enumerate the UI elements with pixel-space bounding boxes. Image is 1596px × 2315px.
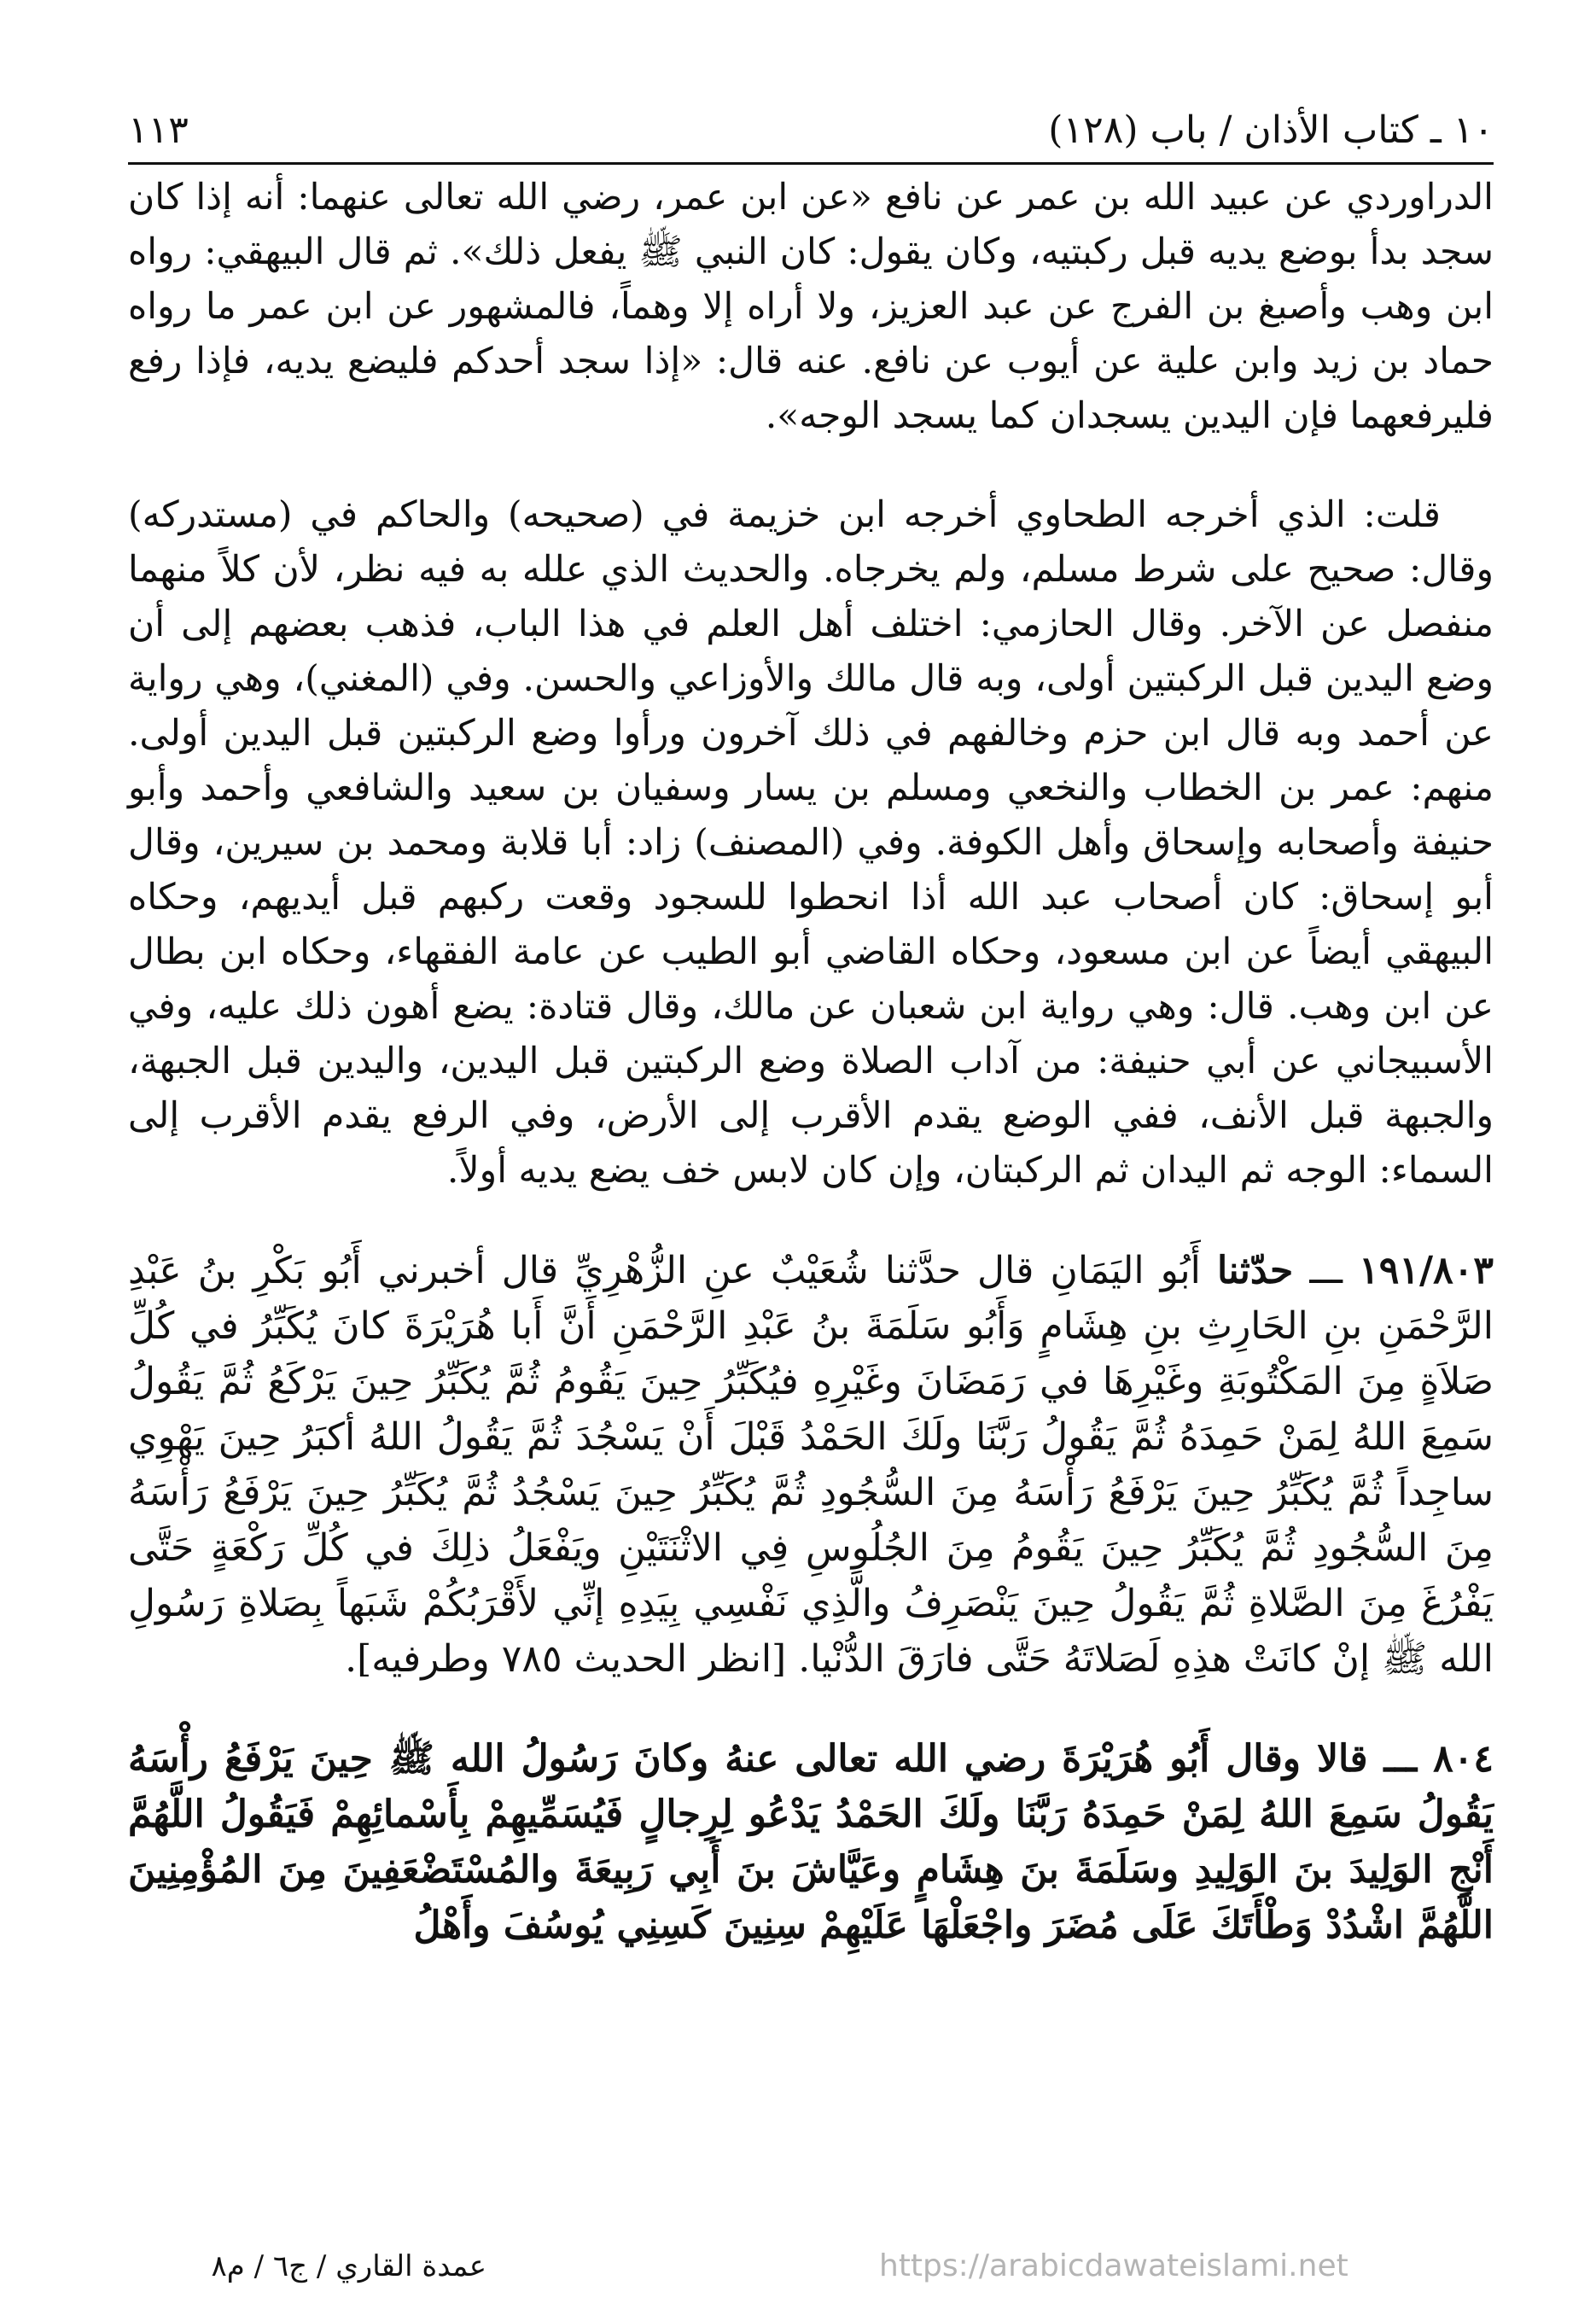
chapter-title: ١٠ ـ كتاب الأذان / باب (١٢٨): [1048, 108, 1494, 152]
watermark-url: https://arabicdawateislami.net: [879, 2248, 1348, 2283]
hadith-804: [128, 1731, 1494, 1953]
hadith-803: [128, 1243, 1494, 1687]
commentary-paragraph: قلت: الذي أخرجه الطحاوي أخرجه ابن خزيمة في (صحيحه) والحاكم في (مستدركه) وقال: صحيح على شرط مسلم، ولم يخرجاه. والحديث الذي علله به فيه نظر، لأن كلاً منهما منفصل عن الآخر. وقال الحازمي: اختلف أهل العلم في هذا الباب، فذهب بعضهم إلى أن وضع اليدين قبل الركبتين أولى، وبه قال مالك والأوزاعي والحسن. وفي (المغني)، وهي رواية عن أحمد وبه قال ابن حزم وخالفهم في ذلك آخرون ورأوا وضع الركبتين قبل اليدين أولى. منهم: عمر بن الخطاب والنخعي ومسلم بن يسار وسفيان بن سعيد والشافعي وأحمد وأبو حنيفة وأصحابه وإسحاق وأهل الكوفة. وفي (المصنف) زاد: أبا قلابة ومحمد بن سيرين، وقال أبو إسحاق: كان أصحاب عبد الله أذا انحطوا للسجود وقعت ركبهم قبل أيديهم، وحكاه البيهقي أيضاً عن ابن مسعود، وحكاه القاضي أبو الطيب عن عامة الفقهاء، وحكاه ابن بطال عن ابن وهب. قال: وهي رواية ابن شعبان عن مالك، وقال قتادة: يضع أهون ذلك عليه، وفي الأسبيجاني عن أبي حنيفة: من آداب الصلاة وضع الركبتين قبل اليدين، واليدين قبل الجبهة، والجبهة قبل الأنف، ففي الوضع يقدم الأقرب إلى الأرض، وفي الرفع يقدم الأقرب إلى السماء: الوجه ثم اليدان ثم الركبتان، وإن كان لابس خف يضع يديه أولاً.: [128, 494, 1494, 1192]
hadith-dash: ـــ: [1309, 1249, 1343, 1292]
hadith-text: وقال أَبُو هُرَيْرَةَ رضي الله تعالى عنهُ وكانَ رَسُولُ الله ﷺ حِينَ يَرْفَعُ رأْسَهُ يَقُولُ سَمِعَ اللهُ لِمَنْ حَمِدَهُ رَبَّنَا ولَكَ الحَمْدُ يَدْعُو لِرِجالٍ فَيُسَمِّيهِمْ بِأَسْمائِهِمْ فَيَقُولُ اللَّهُمَّ أَنْجِ الوَلِيدَ بنَ الوَلِيدِ وسَلَمَةَ بنَ هِشَامٍ وعَيَّاشَ بنَ أَبِي رَبِيعَةَ والمُسْتَضْعَفِينَ مِنَ المُؤْمِنِينَ اللَّهُمَّ اشْدُدْ وَطْأَتَكَ عَلَى مُضَرَ واجْعَلْهَا عَلَيْهِمْ سِنِينَ كَسِنِي يُوسُفَ وأَهْلُ: [128, 1737, 1494, 1947]
hadith-number: ١٩١/٨٠٣: [1359, 1249, 1494, 1292]
hadith-keyword: قالا: [1316, 1737, 1368, 1781]
page-header: [128, 101, 1494, 160]
hadith-dash: ـــ: [1383, 1737, 1418, 1781]
hadith-keyword: حدّثنا: [1217, 1249, 1294, 1292]
commentary-paragraph: الدراوردي عن عبيد الله بن عمر عن نافع «عن ابن عمر، رضي الله تعالى عنهما: أنه إذا كان سجد بدأ بوضع يديه قبل ركبتيه، وكان يقول: كان النبي ﷺ يفعل ذلك». ثم قال البيهقي: رواه ابن وهب وأصبغ بن الفرج عن عبد العزيز، ولا أراه إلا وهماً، فالمشهور عن ابن عمر ما رواه حماد بن زيد وابن علية عن أيوب عن نافع. عنه قال: «إذا سجد أحدكم فليضع يديه، فإذا رفع فليرفعهما فإن اليدين يسجدان كما يسجد الوجه».: [128, 177, 1494, 437]
volume-reference: عمدة القاري / ج٦ / م٨: [211, 2249, 486, 2283]
page-number: ١١٣: [128, 108, 189, 152]
page-body: [128, 171, 1494, 1953]
header-rule: [128, 162, 1494, 165]
page-footer: [128, 2245, 1494, 2288]
hadith-number: ٨٠٤: [1433, 1737, 1494, 1781]
hadith-text: أَبُو اليَمَانِ قال حدَّثنا شُعَيْبٌ عنِ الزُّهْرِيِّ قال أخبرني أَبُو بَكْرِ بنُ عَبْدِ الرَّحْمَنِ بنِ الحَارِثِ بنِ هِشَامٍ وَأَبُو سَلَمَةَ بنُ عَبْدِ الرَّحْمَنِ أَنَّ أَبا هُرَيْرَةَ كانَ يُكَبِّرُ في كُلِّ صَلاَةٍ مِنَ المَكْتُوبَةِ وغَيْرِهَا في رَمَضَانَ وغَيْرِهِ فيُكَبِّرُ حِينَ يَقُومُ ثُمَّ يُكَبِّرُ حِينَ يَرْكَعُ ثُمَّ يَقُولُ سَمِعَ اللهُ لِمَنْ حَمِدَهُ ثُمَّ يَقُولُ رَبَّنَا ولَكَ الحَمْدُ قَبْلَ أَنْ يَسْجُدَ ثُمَّ يَقُولُ اللهُ أكبَرُ حِينَ يَهْوِي ساجِداً ثُمَّ يُكَبِّرُ حِينَ يَرْفَعُ رَأْسَهُ مِنَ السُّجُودِ ثُمَّ يُكَبِّرُ حِينَ يَسْجُدُ ثُمَّ يُكَبِّرُ حِينَ يَرْفَعُ رَأْسَهُ مِنَ السُّجُودِ ثُمَّ يُكَبِّرُ حِينَ يَقُومُ مِنَ الجُلُوسِ فِي الاثْنَتَيْنِ ويَفْعَلُ ذلِكَ في كُلِّ رَكْعَةٍ حَتَّى يَفْرُغَ مِنَ الصَّلاةِ ثُمَّ يَقُولُ حِينَ يَنْصَرِفُ والَّذِي نَفْسِي بِيَدِهِ إنِّي لأَقْرَبُكُمْ شَبَهاً بِصَلاةِ رَسُولِ الله ﷺ إنْ كانَتْ هذِهِ لَصَلاتَهُ حَتَّى فارَقَ الدُّنْيا. [انظر الحديث ٧٨٥ وطرفيه].: [128, 1249, 1494, 1681]
